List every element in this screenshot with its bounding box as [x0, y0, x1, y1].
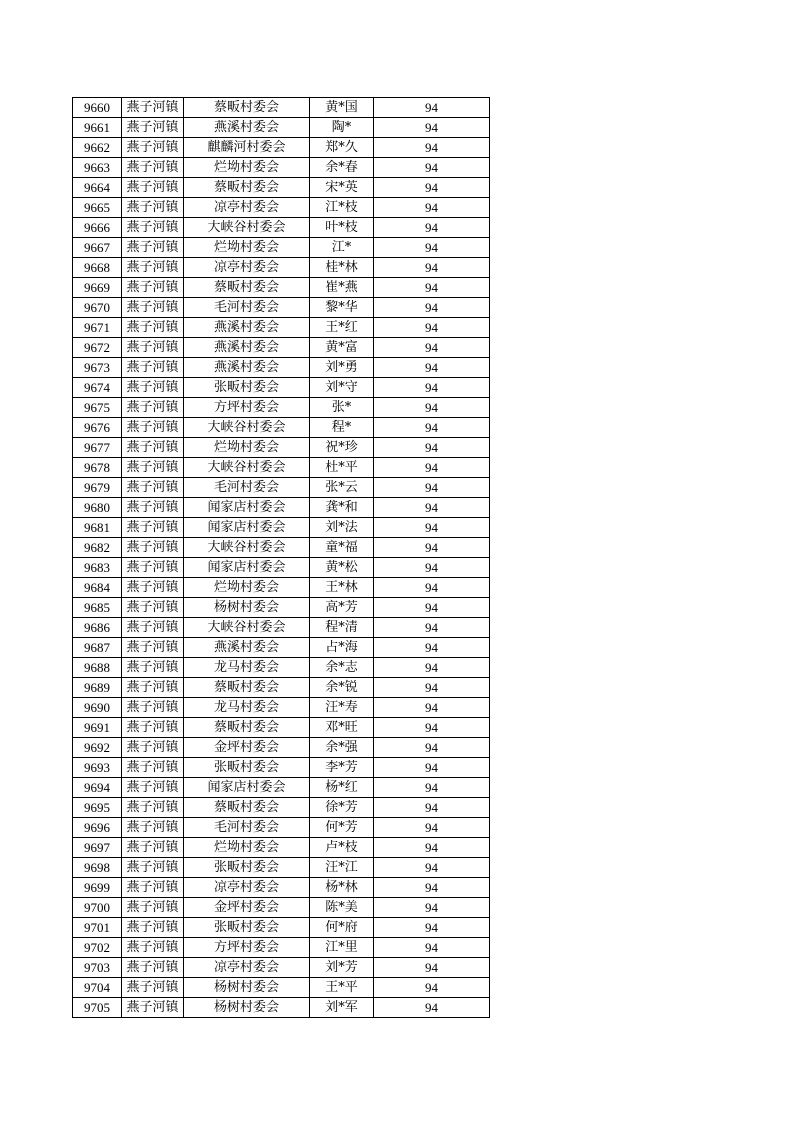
town-cell: 燕子河镇: [122, 138, 184, 158]
town-cell: 燕子河镇: [122, 378, 184, 398]
town-cell: 燕子河镇: [122, 98, 184, 118]
score-cell: 94: [374, 838, 490, 858]
village-cell: 毛河村委会: [184, 818, 310, 838]
village-cell: 毛河村委会: [184, 478, 310, 498]
town-cell: 燕子河镇: [122, 518, 184, 538]
table-row: [73, 678, 490, 698]
name-cell: 杨*红: [310, 778, 374, 798]
village-cell: 大峡谷村委会: [184, 218, 310, 238]
town-cell: 燕子河镇: [122, 198, 184, 218]
score-cell: 94: [374, 858, 490, 878]
town-cell: 燕子河镇: [122, 818, 184, 838]
score-cell: 94: [374, 338, 490, 358]
table-row: [73, 618, 490, 638]
village-cell: 张畈村委会: [184, 858, 310, 878]
name-cell: 卢*枝: [310, 838, 374, 858]
row-id-cell: 9705: [73, 998, 122, 1018]
village-cell: 毛河村委会: [184, 298, 310, 318]
village-cell: 烂坳村委会: [184, 238, 310, 258]
row-id-cell: 9664: [73, 178, 122, 198]
table-row: [73, 898, 490, 918]
name-cell: 江*: [310, 238, 374, 258]
row-id-cell: 9702: [73, 938, 122, 958]
row-id-cell: 9662: [73, 138, 122, 158]
town-cell: 燕子河镇: [122, 358, 184, 378]
town-cell: 燕子河镇: [122, 858, 184, 878]
town-cell: 燕子河镇: [122, 398, 184, 418]
row-id-cell: 9692: [73, 738, 122, 758]
town-cell: 燕子河镇: [122, 538, 184, 558]
name-cell: 童*福: [310, 538, 374, 558]
village-cell: 燕溪村委会: [184, 358, 310, 378]
village-cell: 凉亭村委会: [184, 258, 310, 278]
score-cell: 94: [374, 618, 490, 638]
score-cell: 94: [374, 138, 490, 158]
village-cell: 大峡谷村委会: [184, 538, 310, 558]
name-cell: 龚*和: [310, 498, 374, 518]
town-cell: 燕子河镇: [122, 738, 184, 758]
village-cell: 蔡畈村委会: [184, 278, 310, 298]
table-row: [73, 818, 490, 838]
town-cell: 燕子河镇: [122, 578, 184, 598]
row-id-cell: 9690: [73, 698, 122, 718]
score-cell: 94: [374, 818, 490, 838]
village-cell: 杨树村委会: [184, 598, 310, 618]
score-cell: 94: [374, 238, 490, 258]
table-row: [73, 578, 490, 598]
name-cell: 王*林: [310, 578, 374, 598]
score-cell: 94: [374, 798, 490, 818]
row-id-cell: 9683: [73, 558, 122, 578]
row-id-cell: 9673: [73, 358, 122, 378]
name-cell: 叶*枝: [310, 218, 374, 238]
town-cell: 燕子河镇: [122, 158, 184, 178]
name-cell: 刘*守: [310, 378, 374, 398]
table-row: [73, 358, 490, 378]
village-cell: 燕溪村委会: [184, 638, 310, 658]
score-cell: 94: [374, 298, 490, 318]
row-id-cell: 9681: [73, 518, 122, 538]
name-cell: 陶*: [310, 118, 374, 138]
score-cell: 94: [374, 398, 490, 418]
score-cell: 94: [374, 418, 490, 438]
score-cell: 94: [374, 978, 490, 998]
score-cell: 94: [374, 318, 490, 338]
row-id-cell: 9672: [73, 338, 122, 358]
village-cell: 金坪村委会: [184, 898, 310, 918]
name-cell: 张*云: [310, 478, 374, 498]
town-cell: 燕子河镇: [122, 438, 184, 458]
score-cell: 94: [374, 118, 490, 138]
table-row: [73, 398, 490, 418]
score-cell: 94: [374, 258, 490, 278]
town-cell: 燕子河镇: [122, 118, 184, 138]
town-cell: 燕子河镇: [122, 678, 184, 698]
table-row: [73, 478, 490, 498]
score-cell: 94: [374, 378, 490, 398]
town-cell: 燕子河镇: [122, 298, 184, 318]
data-table: [72, 97, 490, 1018]
score-cell: 94: [374, 478, 490, 498]
score-cell: 94: [374, 498, 490, 518]
row-id-cell: 9669: [73, 278, 122, 298]
town-cell: 燕子河镇: [122, 498, 184, 518]
row-id-cell: 9684: [73, 578, 122, 598]
row-id-cell: 9698: [73, 858, 122, 878]
row-id-cell: 9668: [73, 258, 122, 278]
village-cell: 杨树村委会: [184, 998, 310, 1018]
town-cell: 燕子河镇: [122, 958, 184, 978]
row-id-cell: 9660: [73, 98, 122, 118]
village-cell: 蔡畈村委会: [184, 678, 310, 698]
town-cell: 燕子河镇: [122, 318, 184, 338]
row-id-cell: 9700: [73, 898, 122, 918]
table-row: [73, 558, 490, 578]
table-row: [73, 918, 490, 938]
name-cell: 黄*松: [310, 558, 374, 578]
row-id-cell: 9665: [73, 198, 122, 218]
table-row: [73, 718, 490, 738]
name-cell: 张*: [310, 398, 374, 418]
score-cell: 94: [374, 98, 490, 118]
name-cell: 徐*芳: [310, 798, 374, 818]
score-cell: 94: [374, 458, 490, 478]
score-cell: 94: [374, 718, 490, 738]
village-cell: 闻家店村委会: [184, 518, 310, 538]
town-cell: 燕子河镇: [122, 458, 184, 478]
score-cell: 94: [374, 878, 490, 898]
row-id-cell: 9697: [73, 838, 122, 858]
table-row: [73, 378, 490, 398]
village-cell: 大峡谷村委会: [184, 418, 310, 438]
row-id-cell: 9687: [73, 638, 122, 658]
town-cell: 燕子河镇: [122, 338, 184, 358]
name-cell: 余*春: [310, 158, 374, 178]
town-cell: 燕子河镇: [122, 938, 184, 958]
table-row: [73, 638, 490, 658]
town-cell: 燕子河镇: [122, 898, 184, 918]
row-id-cell: 9694: [73, 778, 122, 798]
town-cell: 燕子河镇: [122, 418, 184, 438]
village-cell: 闻家店村委会: [184, 558, 310, 578]
name-cell: 程*: [310, 418, 374, 438]
table-row: [73, 878, 490, 898]
table-row: [73, 218, 490, 238]
table-row: [73, 238, 490, 258]
score-cell: 94: [374, 598, 490, 618]
village-cell: 大峡谷村委会: [184, 618, 310, 638]
name-cell: 刘*法: [310, 518, 374, 538]
name-cell: 汪*江: [310, 858, 374, 878]
score-cell: 94: [374, 178, 490, 198]
row-id-cell: 9686: [73, 618, 122, 638]
score-cell: 94: [374, 278, 490, 298]
name-cell: 余*强: [310, 738, 374, 758]
name-cell: 程*清: [310, 618, 374, 638]
name-cell: 江*里: [310, 938, 374, 958]
score-cell: 94: [374, 658, 490, 678]
table-row: [73, 978, 490, 998]
town-cell: 燕子河镇: [122, 778, 184, 798]
table-row: [73, 278, 490, 298]
town-cell: 燕子河镇: [122, 618, 184, 638]
row-id-cell: 9670: [73, 298, 122, 318]
table-row: [73, 198, 490, 218]
village-cell: 方坪村委会: [184, 938, 310, 958]
table-row: [73, 518, 490, 538]
village-cell: 大峡谷村委会: [184, 458, 310, 478]
name-cell: 黎*华: [310, 298, 374, 318]
village-cell: 杨树村委会: [184, 978, 310, 998]
name-cell: 郑*久: [310, 138, 374, 158]
row-id-cell: 9666: [73, 218, 122, 238]
row-id-cell: 9676: [73, 418, 122, 438]
town-cell: 燕子河镇: [122, 178, 184, 198]
village-cell: 燕溪村委会: [184, 318, 310, 338]
town-cell: 燕子河镇: [122, 718, 184, 738]
table-row: [73, 758, 490, 778]
row-id-cell: 9688: [73, 658, 122, 678]
table-row: [73, 658, 490, 678]
table-row: [73, 178, 490, 198]
village-cell: 闻家店村委会: [184, 498, 310, 518]
village-cell: 燕溪村委会: [184, 338, 310, 358]
town-cell: 燕子河镇: [122, 918, 184, 938]
name-cell: 黄*富: [310, 338, 374, 358]
name-cell: 杨*林: [310, 878, 374, 898]
row-id-cell: 9682: [73, 538, 122, 558]
village-cell: 张畈村委会: [184, 918, 310, 938]
table-body: [73, 98, 490, 1018]
village-cell: 张畈村委会: [184, 378, 310, 398]
village-cell: 龙马村委会: [184, 658, 310, 678]
row-id-cell: 9677: [73, 438, 122, 458]
score-cell: 94: [374, 778, 490, 798]
village-cell: 凉亭村委会: [184, 878, 310, 898]
name-cell: 刘*军: [310, 998, 374, 1018]
score-cell: 94: [374, 438, 490, 458]
town-cell: 燕子河镇: [122, 798, 184, 818]
table-row: [73, 778, 490, 798]
name-cell: 刘*勇: [310, 358, 374, 378]
village-cell: 金坪村委会: [184, 738, 310, 758]
score-cell: 94: [374, 218, 490, 238]
table-row: [73, 158, 490, 178]
town-cell: 燕子河镇: [122, 478, 184, 498]
name-cell: 陈*美: [310, 898, 374, 918]
row-id-cell: 9701: [73, 918, 122, 938]
table-row: [73, 138, 490, 158]
village-cell: 蔡畈村委会: [184, 718, 310, 738]
score-cell: 94: [374, 998, 490, 1018]
name-cell: 刘*芳: [310, 958, 374, 978]
table-row: [73, 538, 490, 558]
score-cell: 94: [374, 898, 490, 918]
name-cell: 余*锐: [310, 678, 374, 698]
table-row: [73, 958, 490, 978]
table-row: [73, 738, 490, 758]
name-cell: 杜*平: [310, 458, 374, 478]
table-row: [73, 598, 490, 618]
town-cell: 燕子河镇: [122, 978, 184, 998]
score-cell: 94: [374, 558, 490, 578]
name-cell: 祝*珍: [310, 438, 374, 458]
town-cell: 燕子河镇: [122, 558, 184, 578]
town-cell: 燕子河镇: [122, 998, 184, 1018]
name-cell: 汪*寿: [310, 698, 374, 718]
table-row: [73, 798, 490, 818]
row-id-cell: 9661: [73, 118, 122, 138]
row-id-cell: 9674: [73, 378, 122, 398]
row-id-cell: 9699: [73, 878, 122, 898]
score-cell: 94: [374, 938, 490, 958]
table-row: [73, 998, 490, 1018]
score-cell: 94: [374, 738, 490, 758]
table-row: [73, 98, 490, 118]
score-cell: 94: [374, 158, 490, 178]
table-row: [73, 418, 490, 438]
village-cell: 方坪村委会: [184, 398, 310, 418]
score-cell: 94: [374, 578, 490, 598]
table-row: [73, 698, 490, 718]
table-row: [73, 338, 490, 358]
table-row: [73, 858, 490, 878]
row-id-cell: 9685: [73, 598, 122, 618]
score-cell: 94: [374, 678, 490, 698]
town-cell: 燕子河镇: [122, 598, 184, 618]
town-cell: 燕子河镇: [122, 638, 184, 658]
town-cell: 燕子河镇: [122, 838, 184, 858]
score-cell: 94: [374, 518, 490, 538]
name-cell: 何*府: [310, 918, 374, 938]
row-id-cell: 9695: [73, 798, 122, 818]
score-cell: 94: [374, 758, 490, 778]
row-id-cell: 9691: [73, 718, 122, 738]
town-cell: 燕子河镇: [122, 238, 184, 258]
village-cell: 蔡畈村委会: [184, 98, 310, 118]
score-cell: 94: [374, 698, 490, 718]
name-cell: 占*海: [310, 638, 374, 658]
town-cell: 燕子河镇: [122, 278, 184, 298]
row-id-cell: 9675: [73, 398, 122, 418]
name-cell: 李*芳: [310, 758, 374, 778]
table-row: [73, 318, 490, 338]
town-cell: 燕子河镇: [122, 258, 184, 278]
row-id-cell: 9704: [73, 978, 122, 998]
name-cell: 邓*旺: [310, 718, 374, 738]
score-cell: 94: [374, 918, 490, 938]
village-cell: 燕溪村委会: [184, 118, 310, 138]
row-id-cell: 9663: [73, 158, 122, 178]
town-cell: 燕子河镇: [122, 878, 184, 898]
name-cell: 王*平: [310, 978, 374, 998]
row-id-cell: 9703: [73, 958, 122, 978]
score-cell: 94: [374, 538, 490, 558]
row-id-cell: 9678: [73, 458, 122, 478]
row-id-cell: 9667: [73, 238, 122, 258]
village-cell: 凉亭村委会: [184, 958, 310, 978]
name-cell: 桂*林: [310, 258, 374, 278]
name-cell: 高*芳: [310, 598, 374, 618]
name-cell: 何*芳: [310, 818, 374, 838]
score-cell: 94: [374, 358, 490, 378]
name-cell: 王*红: [310, 318, 374, 338]
village-cell: 闻家店村委会: [184, 778, 310, 798]
row-id-cell: 9689: [73, 678, 122, 698]
village-cell: 张畈村委会: [184, 758, 310, 778]
score-cell: 94: [374, 958, 490, 978]
town-cell: 燕子河镇: [122, 758, 184, 778]
village-cell: 龙马村委会: [184, 698, 310, 718]
name-cell: 余*志: [310, 658, 374, 678]
score-cell: 94: [374, 638, 490, 658]
village-cell: 烂坳村委会: [184, 578, 310, 598]
row-id-cell: 9671: [73, 318, 122, 338]
village-cell: 麒麟河村委会: [184, 138, 310, 158]
score-cell: 94: [374, 198, 490, 218]
town-cell: 燕子河镇: [122, 698, 184, 718]
table-row: [73, 298, 490, 318]
name-cell: 宋*英: [310, 178, 374, 198]
village-cell: 烂坳村委会: [184, 438, 310, 458]
table-row: [73, 938, 490, 958]
row-id-cell: 9693: [73, 758, 122, 778]
village-cell: 蔡畈村委会: [184, 178, 310, 198]
row-id-cell: 9680: [73, 498, 122, 518]
village-cell: 烂坳村委会: [184, 838, 310, 858]
table-row: [73, 458, 490, 478]
town-cell: 燕子河镇: [122, 658, 184, 678]
name-cell: 江*枝: [310, 198, 374, 218]
village-cell: 蔡畈村委会: [184, 798, 310, 818]
row-id-cell: 9696: [73, 818, 122, 838]
table-row: [73, 258, 490, 278]
village-cell: 凉亭村委会: [184, 198, 310, 218]
village-cell: 烂坳村委会: [184, 158, 310, 178]
table-row: [73, 438, 490, 458]
table-row: [73, 838, 490, 858]
name-cell: 崔*燕: [310, 278, 374, 298]
table-row: [73, 118, 490, 138]
table-row: [73, 498, 490, 518]
row-id-cell: 9679: [73, 478, 122, 498]
town-cell: 燕子河镇: [122, 218, 184, 238]
name-cell: 黄*国: [310, 98, 374, 118]
